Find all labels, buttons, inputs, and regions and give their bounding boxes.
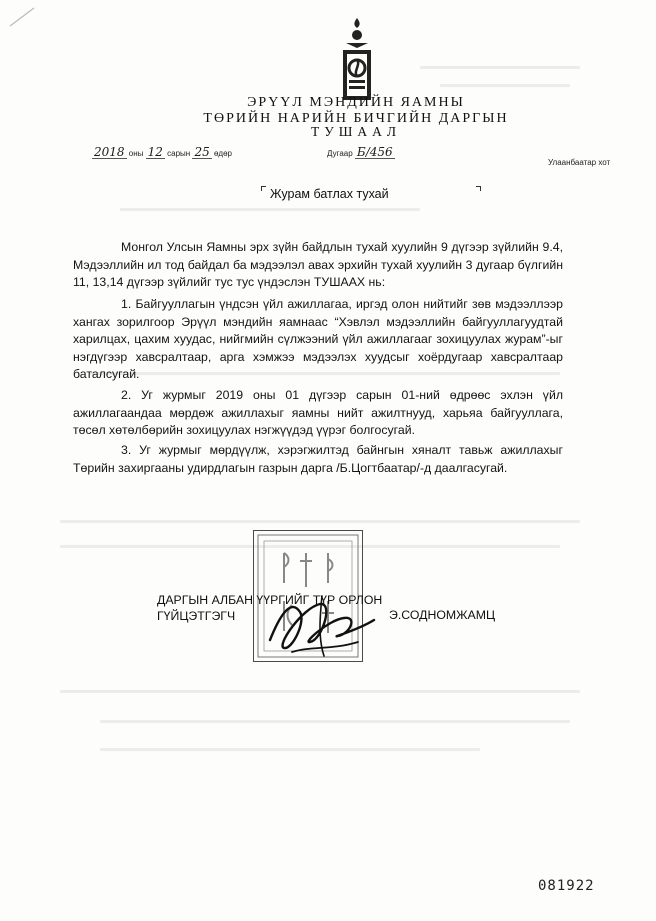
bleed-through-mark <box>60 520 580 523</box>
city-name: Улаанбаатар хот <box>548 158 611 167</box>
date-year-suffix: оны <box>128 149 144 158</box>
document-number: Б/456 <box>356 145 393 159</box>
bleed-through-mark <box>120 208 420 211</box>
order-item-1: 1. Байгууллагын үндсэн үйл ажиллагаа, иргэд олон нийтийг зөв мэдээллээр хангах зорилгоор Эрүүл мэндийн яамнаас “Хэвлэл мэдээллийн байгууллагуудтай харилцах, цахим хуудас, нийгмийн сүлжээний үйл ажиллагааг зохицуулах журам”-ыг нэгдүгээр хавсралтаар, арга хэмжээ мэдээлэх хуудсыг хоёрдугаар хавсралтаар баталсугай. <box>73 297 563 381</box>
signatory-name: Э.СОДНОМЖАМЦ <box>389 608 496 622</box>
intro-paragraph: Монгол Улсын Яамны эрх зүйн байдлын тухай хуулийн 9 дүгээр зүйлийн 9.4, Мэдээллийн ил тод байдал ба мэдээлэл авах эрхийн тухай хуулийн 3 дугаар бүлгийн 11, 13,14 дүгээр зүйлийг тус тус үндэслэн ТУШААХ нь: <box>73 240 563 289</box>
date-month: 12 <box>147 145 163 159</box>
scan-corner-mark <box>8 4 38 30</box>
bleed-through-mark <box>100 720 570 723</box>
date-field <box>92 146 232 159</box>
document-number-label: Дугаар <box>327 149 353 158</box>
subject-bracket-left <box>261 186 266 191</box>
date-month-suffix: сарын <box>167 149 191 158</box>
date-day-suffix: өдөр <box>213 149 232 158</box>
signatory-title-line-1: ДАРГЫН АЛБАН ҮҮРГИЙГ ТҮР ОРЛОН <box>157 593 383 607</box>
signatory-title-line-2: ГҮЙЦЭТГЭГЧ <box>157 609 236 623</box>
document-number-field <box>327 146 395 159</box>
soyombo-emblem-icon <box>337 16 377 106</box>
order-item-2: 2. Уг журмыг 2019 оны 01 дүгээр сарын 01-ний өдрөөс эхлэн үйл ажиллагаандаа мөрдөж ажиллахыг яамны нийт ажилтнууд, харьяа байгууллага, төсөл хөтөлбөрийн зохицуулах нэгжүүдэд үүрэг болгосугай. <box>73 388 563 437</box>
document-type: ТУШААЛ <box>310 124 402 139</box>
serial-number: 081922 <box>538 878 595 894</box>
bleed-through-mark <box>100 748 480 751</box>
document-subject: Журам батлах тухай <box>270 187 389 201</box>
bleed-through-mark <box>440 84 570 87</box>
subject-bracket-right <box>476 186 481 191</box>
order-item-3: 3. Уг журмыг мөрдүүлж, хэрэгжилтэд байнгын хяналт тавьж ажиллахыг Төрийн захиргааны удирдлагын газрын дарга /Б.Цогтбаатар/-д даалгасугай. <box>73 443 563 475</box>
bleed-through-mark <box>420 66 580 69</box>
org-name-line-1: ЭРҮҮЛ МЭНДИЙН ЯАМНЫ <box>247 95 465 110</box>
org-name-line-2: ТӨРИЙН НАРИЙН БИЧГИЙН ДАРГЫН <box>203 111 509 126</box>
handwritten-signature-icon <box>262 590 382 662</box>
date-year: 2018 <box>94 145 125 159</box>
bleed-through-mark <box>60 690 580 693</box>
date-day: 25 <box>194 145 210 159</box>
